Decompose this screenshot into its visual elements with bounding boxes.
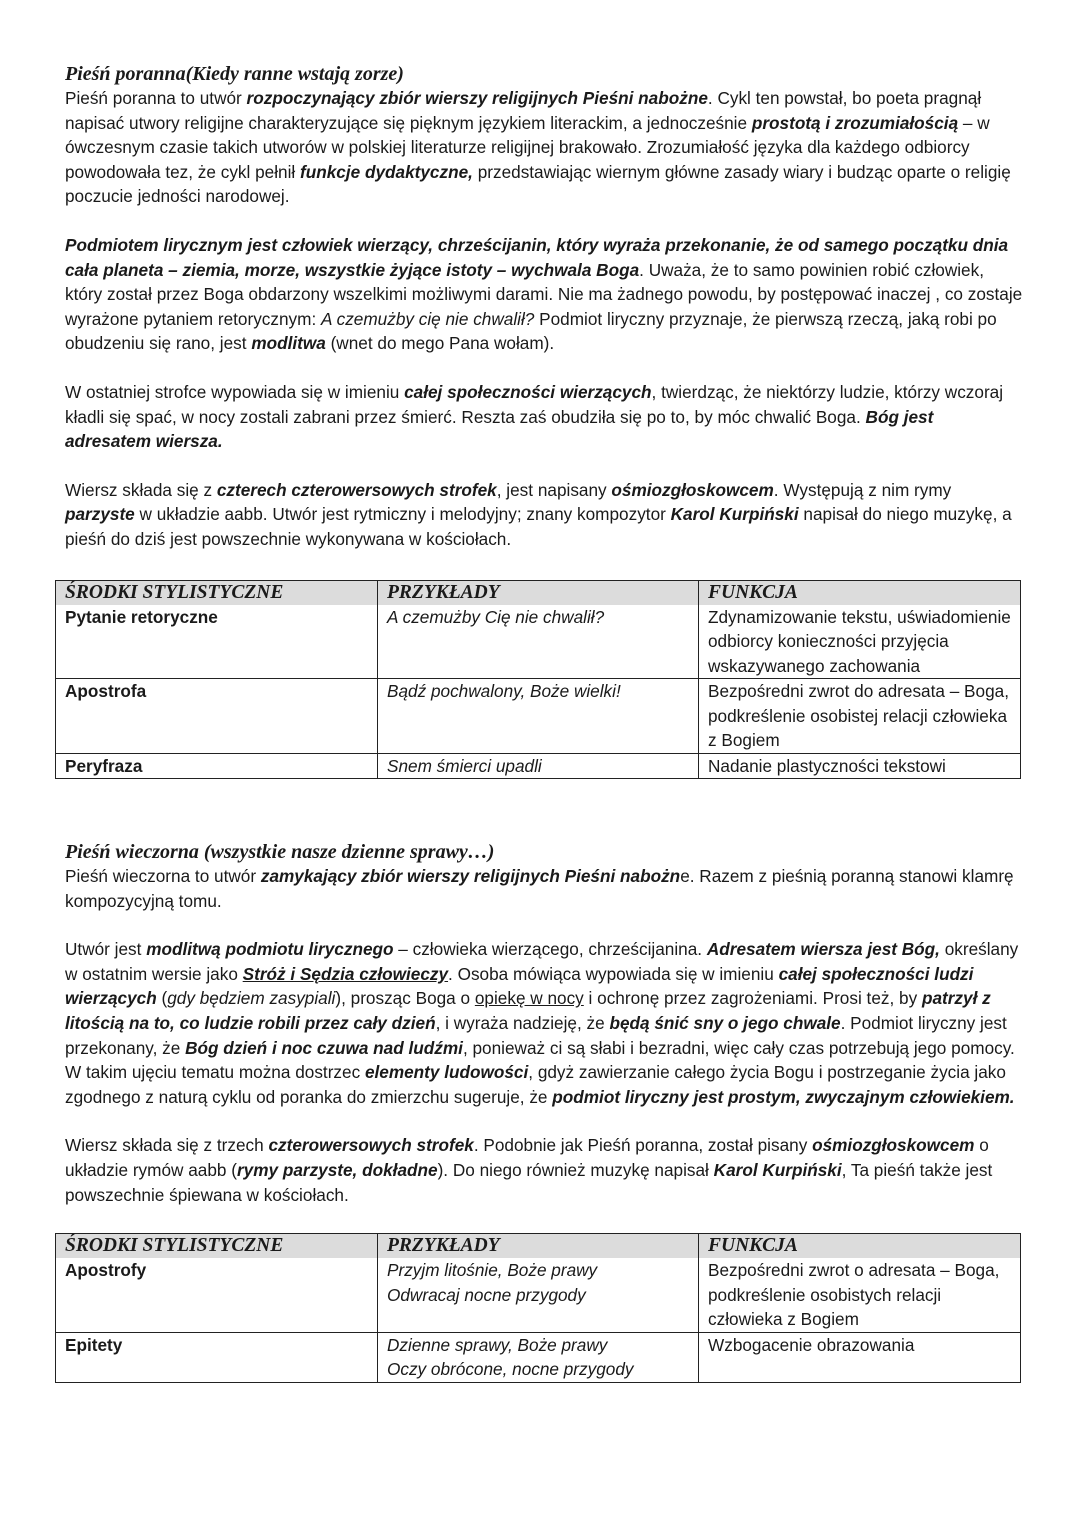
text-run: Podmiot liryczny przyznaje, że pierwszą rzeczą, jaką robi po obudzeniu się rano, jest	[65, 308, 997, 354]
example-line: Dzienne sprawy, Boże prawy	[387, 1334, 608, 1355]
table-row	[56, 1258, 1021, 1332]
device-function: Bezpośredni zwrot o adresata – Boga, podkreślenie osobistych relacji człowieka z Bogiem	[699, 1258, 1021, 1332]
text-run: Utwór jest	[65, 939, 147, 960]
emphasized-text: modlitwą podmiotu lirycznego	[146, 939, 394, 960]
emphasized-text: Bóg jest adresatem wiersza.	[65, 406, 934, 452]
paragraph	[65, 1133, 1023, 1207]
emphasized-text: podmiot liryczny jest prostym, zwyczajnym człowiekiem.	[552, 1086, 1015, 1107]
device-name: Epitety	[56, 1332, 378, 1382]
text-run: Wiersz składa się z trzech	[65, 1135, 269, 1156]
table-row	[56, 753, 1021, 779]
table-header-row	[56, 580, 1021, 605]
emphasized-text: całej społeczności wierzących	[404, 381, 652, 402]
table-row	[56, 1332, 1021, 1382]
section-title-piesn-wieczorna: Pieśń wieczorna (wszystkie nasze dzienne sprawy…)	[65, 841, 495, 863]
emphasized-text: będą śnić sny o jego chwale	[609, 1012, 841, 1033]
emphasized-text: ośmiozgłoskowcem	[812, 1135, 975, 1156]
paragraph	[65, 380, 1023, 454]
text-run: Pieśń wieczorna to utwór	[65, 866, 261, 886]
emphasized-text: parzyste	[65, 504, 135, 525]
device-function: Zdynamizowanie tekstu, uświadomienie odbiorcy konieczności przyjęcia wskazywanego zachowania	[699, 605, 1021, 679]
emphasized-text: czterowersowych strofek	[268, 1135, 474, 1156]
paragraph	[65, 478, 1023, 552]
text-run: określany w ostatnim wersie jako	[65, 939, 1019, 984]
device-name: Pytanie retoryczne	[56, 605, 378, 679]
column-header: FUNKCJA	[699, 1234, 1021, 1259]
text-run: Pieśń poranna to utwór	[65, 88, 247, 108]
emphasized-text: całej społeczności ludzi wierzących	[65, 963, 974, 1009]
text-run: Wiersz składa się z	[65, 479, 217, 500]
text-run: . Cykl ten powstał, bo poeta pragnął napisać utwory religijne charakteryzujące się pięknym językiem literackim, a jednocześnie	[65, 88, 982, 133]
device-example: A czemużby Cię nie chwalił?	[378, 605, 699, 679]
emphasized-text: Bóg dzień i noc czuwa nad ludźmi	[185, 1037, 463, 1058]
device-name: Apostrofy	[56, 1258, 378, 1332]
text-run: W ostatniej strofce wypowiada się w imieniu	[65, 381, 405, 402]
emphasized-text: elementy ludowości	[364, 1062, 529, 1083]
text-run: , i wyraża nadzieję, że	[435, 1012, 610, 1033]
device-example	[378, 1332, 699, 1382]
text-run: . Występują z nim rymy	[773, 479, 952, 500]
device-function: Nadanie plastyczności tekstowi	[699, 753, 1021, 779]
emphasized-text: rymy parzyste, dokładne	[236, 1159, 438, 1180]
emphasized-text: Karol Kurpiński	[713, 1159, 842, 1180]
text-run: , twierdząc, że niektórzy ludzie, którzy wczoraj kładli się spać, w nocy zostali zabrani przez śmierć. Reszta zaś obudziła się po to, by móc chwalić Boga.	[65, 381, 1004, 427]
column-header: FUNKCJA	[699, 580, 1021, 605]
emphasized-text: rozpoczynający zbiór wierszy religijnych Pieśni nabożne	[246, 88, 708, 108]
text-run: . Podobnie jak Pieśń poranna, został pisany	[473, 1135, 813, 1156]
emphasized-text: czterech czterowersowych strofek	[216, 479, 497, 500]
text-run: w układzie aabb. Utwór jest rytmiczny i melodyjny; znany kompozytor	[134, 504, 671, 525]
text-run: . Uważa, że to samo powinien robić człowiek, który został przez Boga obdarzony wszelkimi możliwymi darami. Nie ma żadnego powodu, by postępować inaczej , co zostaje wyrażone pytaniem retorycznym:	[65, 259, 1023, 329]
text-run: . Podmiot liryczny jest przekonany, że	[65, 1012, 1007, 1058]
table-header-row	[56, 1234, 1021, 1259]
table-row	[56, 679, 1021, 754]
device-function: Bezpośredni zwrot do adresata – Boga, podkreślenie osobistej relacji człowieka z Bogiem	[699, 679, 1021, 754]
paragraph	[65, 864, 1023, 913]
device-example: Bądź pochwalony, Boże wielki!	[378, 679, 699, 754]
emphasized-text: prostotą i zrozumiałością	[751, 112, 959, 133]
text-run: , ponieważ ci są słabi i bezradni, więc cały czas potrzebują jego pomocy. W takim ujęciu tematu można dostrzec	[65, 1037, 1015, 1083]
emphasized-text: Adresatem wiersza jest Bóg,	[706, 939, 940, 960]
text-run: – w ówczesnym czasie takich utworów w polskiej literaturze religijnej brakowało. Zrozumiałość języka dla każdego odbiorcy powodowała tez, że cykl pełnił	[65, 112, 990, 182]
document-page	[65, 62, 1023, 1383]
text-run: ), prosząc Boga o	[335, 988, 475, 1009]
paragraph	[65, 937, 1023, 1109]
example-line: Przyjm litośnie, Boże prawy	[387, 1260, 598, 1281]
device-name: Apostrofa	[56, 679, 378, 754]
device-example: Snem śmierci upadli	[378, 753, 699, 779]
text-run: (	[156, 988, 168, 1009]
emphasized-text: opiekę w nocy	[474, 988, 584, 1009]
emphasized-text: patrzył z litością na to, co ludzie robili przez cały dzień	[65, 988, 991, 1033]
column-header: ŚRODKI STYLISTYCZNE	[56, 580, 378, 605]
example-line: Oczy obrócone, nocne przygody	[387, 1359, 634, 1380]
emphasized-text: gdy będziem zasypiali	[167, 988, 336, 1009]
column-header: ŚRODKI STYLISTYCZNE	[56, 1234, 378, 1259]
text-run: ). Do niego również muzykę napisał	[437, 1159, 714, 1180]
emphasized-text: zamykający zbiór wierszy religijnych Pieśni nabożn	[260, 866, 681, 886]
text-run: przedstawiając wiernym główne zasady wiary i budząc oparte o religię poczucie jedności narodowej.	[65, 161, 1011, 207]
column-header: PRZYKŁADY	[378, 1234, 699, 1259]
text-run: napisał do niego muzykę, a pieśń do dziś jest powszechnie wykonywana w kościołach.	[65, 504, 1012, 549]
emphasized-text: Karol Kurpiński	[670, 504, 799, 525]
emphasized-text: Stróż i Sędzia człowieczy	[242, 963, 449, 984]
text-run: – człowieka wierzącego, chrześcijanina.	[393, 939, 707, 960]
text-run: i ochronę przez zagrożeniami. Prosi też, by	[583, 988, 922, 1009]
emphasized-text: funkcje dydaktyczne,	[300, 161, 473, 182]
emphasized-text: ośmiozgłoskowcem	[611, 479, 774, 500]
text-run: e. Razem z pieśnią poranną stanowi klamrę kompozycyjną tomu.	[65, 866, 1014, 911]
emphasized-text: modlitwa	[251, 333, 326, 354]
column-header: PRZYKŁADY	[378, 580, 699, 605]
device-example	[378, 1258, 699, 1332]
paragraph	[65, 233, 1023, 356]
text-run: , jest napisany	[496, 479, 612, 500]
text-run: o układzie rymów aabb (	[65, 1135, 989, 1180]
text-run: . Osoba mówiąca wypowiada się w imieniu	[448, 963, 779, 984]
table-row	[56, 605, 1021, 679]
text-run: (wnet do mego Pana wołam).	[325, 333, 555, 354]
stylistic-devices-table-1	[55, 580, 1021, 780]
text-run: , gdyż zawierzanie całego życia Bogu i postrzeganie życia jako zgodnego z naturą cyklu od poranka do zmierzchu sugeruje, że	[65, 1062, 1006, 1107]
device-name: Peryfraza	[56, 753, 378, 779]
example-line: Odwracaj nocne przygody	[387, 1284, 586, 1305]
stylistic-devices-table-2	[55, 1233, 1021, 1383]
emphasized-text: Podmiotem lirycznym jest człowiek wierzący, chrześcijanin, który wyraża przekonanie, że od samego początku dnia cała planeta – ziemia, morze, wszystkie żyjące istoty – wychwala Boga	[65, 234, 1009, 280]
paragraph	[65, 86, 1023, 209]
text-run: , Ta pieśń także jest powszechnie śpiewana w kościołach.	[65, 1159, 993, 1205]
device-function: Wzbogacenie obrazowania	[699, 1332, 1021, 1382]
emphasized-text: A czemużby cię nie chwalił?	[321, 308, 535, 329]
section-title-piesn-poranna: Pieśń poranna(Kiedy ranne wstają zorze)	[65, 63, 404, 85]
